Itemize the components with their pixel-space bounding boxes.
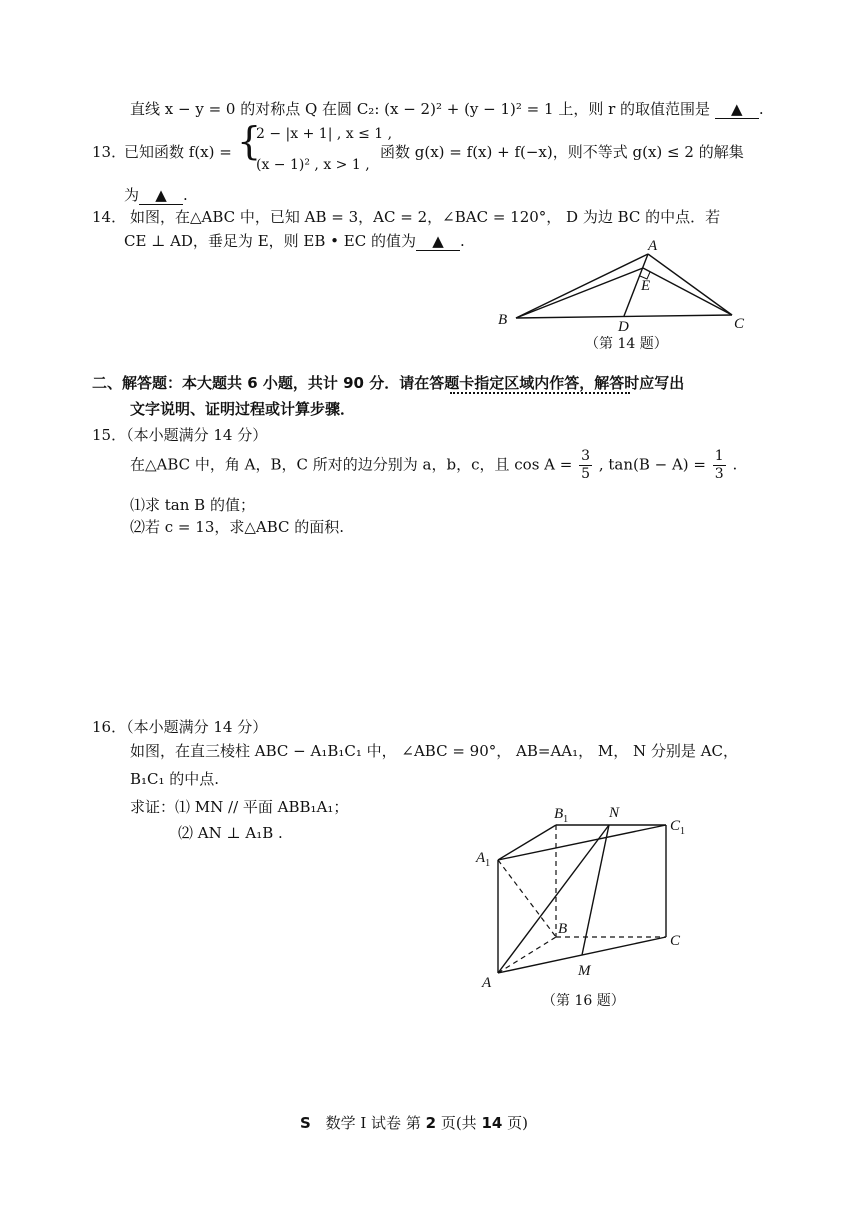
label-a: A <box>482 975 492 991</box>
section2-title-line2: 文字说明、证明过程或计算步骤． <box>130 400 356 418</box>
q12-tail-line: 直线 x − y = 0 的对称点 Q 在圆 C₂: (x − 2)² + (y − 1)² = 1 上，则 r 的取值范围是 ▲ . <box>130 100 764 118</box>
fraction-1-3: $\frac{1}{3}$ <box>714 448 724 482</box>
footer-text: 数学 I 试卷 第 <box>325 1114 421 1132</box>
answer-blank: ▲ <box>715 100 759 119</box>
q14-line1: 如图，在△ABC 中，已知 AB = 3，AC = 2，∠BAC = 120°， D 为边 BC 的中点．若 <box>130 208 721 226</box>
label-b: B <box>498 312 508 328</box>
label-m: M <box>578 963 591 979</box>
segment-an <box>498 825 609 973</box>
section2-title-line1: 二、解答题：本大题共 6 小题，共计 90 分．请在答题卡指定区域内作答，解答时应写出 <box>92 374 685 392</box>
segment-ce <box>643 268 732 315</box>
q12-tail-text: 直线 x − y = 0 的对称点 Q 在圆 C₂: (x − 2)² + (y − 1)² = 1 上，则 r 的取值范围是 <box>130 100 711 118</box>
page-footer <box>300 1112 528 1133</box>
q16-header: 16．（本小题满分 14 分） <box>92 718 268 736</box>
footer-s: S <box>300 1114 311 1132</box>
label-b: B <box>558 921 568 937</box>
q16-prove: 求证：⑴ MN // 平面 ABB₁A₁； <box>130 798 349 816</box>
footer-total: 14 <box>481 1114 503 1132</box>
q16-line2: B₁C₁ 的中点. <box>130 770 220 788</box>
footer-mid: 页(共 <box>440 1114 477 1132</box>
label-c: C <box>734 316 745 332</box>
label-c1: $C_1$ <box>670 818 686 837</box>
q16-figure <box>470 800 710 1015</box>
q15-part2: ⑵若 c = 13，求△ABC 的面积. <box>130 518 345 536</box>
q13-lead: 已知函数 f(x) = <box>124 143 232 161</box>
q13-tail-line: 为 ▲ . <box>124 186 188 204</box>
answer-blank: ▲ <box>139 186 183 205</box>
edge-a1c1 <box>498 825 666 860</box>
fraction-3-5: $\frac{3}{5}$ <box>581 448 591 482</box>
q16-caption: （第 16 题） <box>542 993 625 1009</box>
q15-part1: ⑴求 tan B 的值； <box>130 496 255 514</box>
label-a: A <box>648 238 658 254</box>
q14-number: 14． <box>92 208 127 226</box>
q14-line2: CE ⊥ AD，垂足为 E，则 EB • EC 的值为 ▲ . <box>124 232 465 250</box>
dotted-emphasis <box>450 392 630 394</box>
q13-case1: 2 − |x + 1| , x ≤ 1 , <box>256 126 393 142</box>
label-c: C <box>670 933 681 949</box>
segment-mn <box>582 825 609 955</box>
q13-case2: (x − 1)² , x > 1 , <box>256 157 370 173</box>
q13-number: 13． <box>92 143 127 161</box>
segment-ab <box>516 254 651 318</box>
label-b1: $B_1$ <box>554 806 569 825</box>
segment-ac <box>648 254 732 315</box>
edge-ab-hidden <box>498 937 556 973</box>
q16-part2: ⑵ AN ⊥ A₁B . <box>178 824 283 842</box>
segment-a1b-hidden <box>498 860 556 937</box>
q14-caption: （第 14 题） <box>585 336 668 352</box>
footer-page: 2 <box>425 1114 437 1132</box>
piecewise-brace: { <box>237 119 262 163</box>
q15-header: 15．（本小题满分 14 分） <box>92 426 268 444</box>
label-n: N <box>609 805 620 821</box>
label-d: D <box>618 319 629 335</box>
answer-blank: ▲ <box>416 232 460 251</box>
q15-stem: 在△ABC 中，角 A，B，C 所对的边分别为 a，b，c，且 cos A = $\frac{3}{5}$ , tan(B − A) = $\frac{1}{3}$ . <box>130 448 738 482</box>
edge-a1b1 <box>498 825 556 860</box>
q13-mid: 函数 g(x) = f(x) + f(−x)，则不等式 g(x) ≤ 2 的解集 <box>380 143 744 161</box>
q16-line1: 如图，在直三棱柱 ABC − A₁B₁C₁ 中， ∠ABC = 90°， AB=AA₁， M， N 分别是 AC， <box>130 742 738 760</box>
label-e: E <box>641 278 651 294</box>
label-a1: $A_1$ <box>476 850 491 869</box>
q14-figure <box>490 236 760 356</box>
segment-be <box>516 268 643 318</box>
footer-end: 页) <box>507 1114 528 1132</box>
